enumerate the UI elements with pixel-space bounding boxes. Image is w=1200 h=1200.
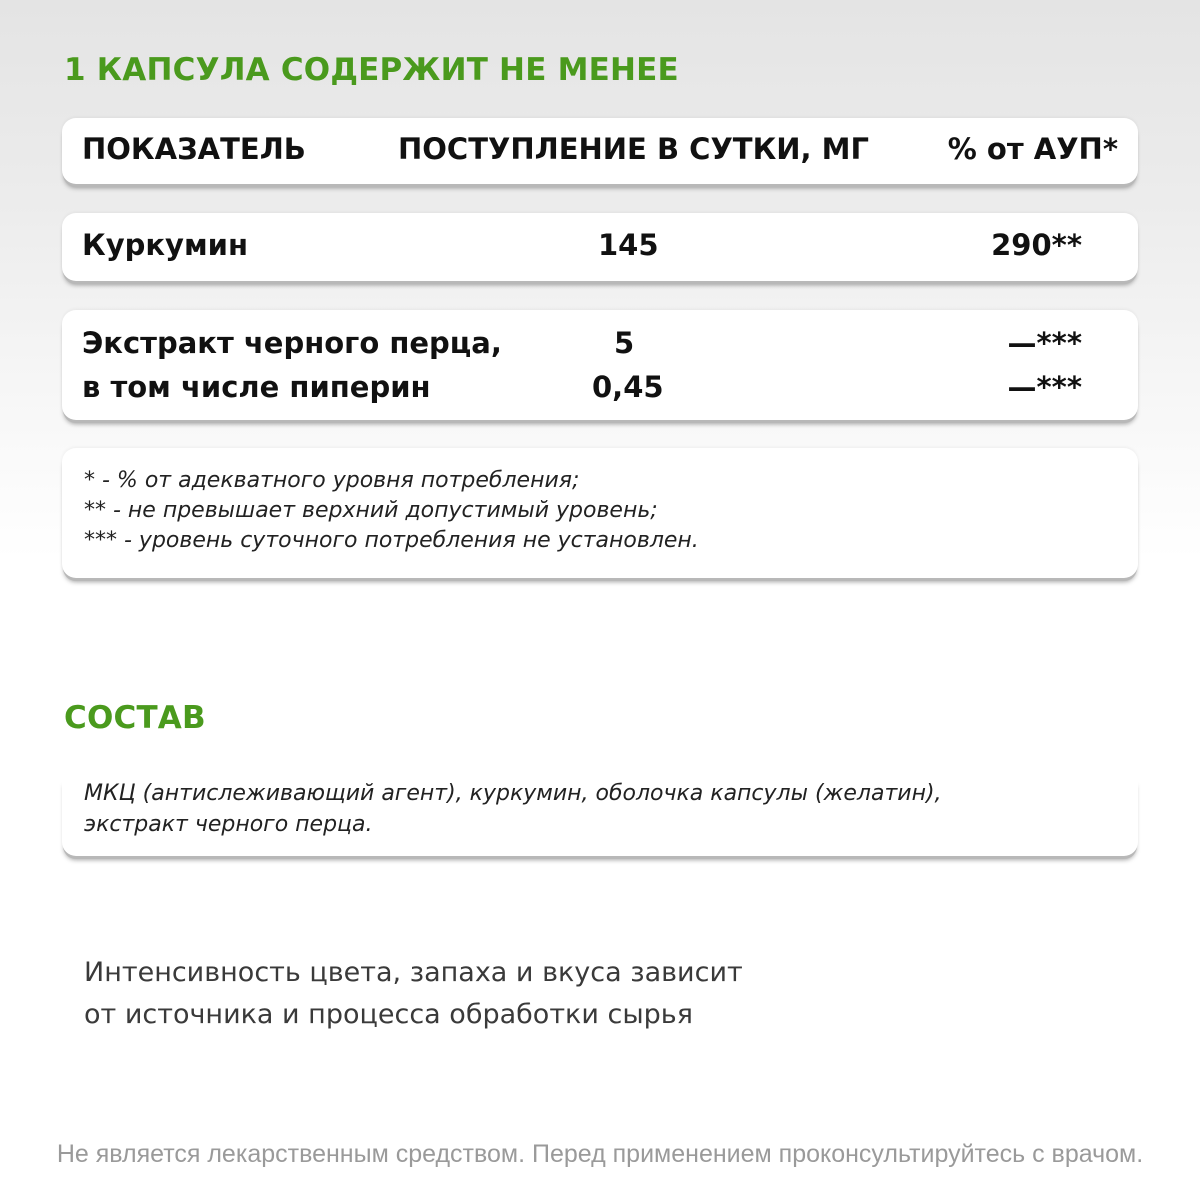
composition-line: экстракт черного перца. — [84, 812, 373, 837]
table-header — [62, 118, 1138, 184]
intensity-note-line: Интенсивность цвета, запаха и вкуса зависит — [84, 957, 743, 988]
row-sub-name: в том числе пиперин — [82, 370, 431, 404]
nutrition-section-title: 1 КАПСУЛА СОДЕРЖИТ НЕ МЕНЕЕ — [64, 52, 679, 88]
row-name: Экстракт черного перца, — [82, 326, 502, 360]
footnote: * - % от адекватного уровня потребления; — [84, 468, 580, 493]
footnote: ** - не превышает верхний допустимый уровень; — [84, 498, 658, 523]
table-row — [62, 310, 1138, 420]
table-row — [62, 213, 1138, 281]
footnotes-panel — [62, 448, 1138, 578]
row-percent: —*** — [1007, 326, 1082, 360]
row-value: 145 — [598, 228, 659, 262]
row-sub-percent: —*** — [1007, 370, 1082, 404]
footnotes-list — [84, 466, 699, 556]
column-header-percent: % от АУП* — [947, 132, 1118, 166]
row-sub-value: 0,45 — [592, 370, 664, 404]
column-header-daily-intake: ПОСТУПЛЕНИЕ В СУТКИ, МГ — [398, 132, 870, 166]
disclaimer-text: Не является лекарственным средством. Перед применением проконсультируйтесь с врачом. — [56, 1140, 1144, 1168]
intensity-note — [84, 952, 743, 1036]
footnote: *** - уровень суточного потребления не установлен. — [84, 528, 699, 553]
composition-section-title: СОСТАВ — [64, 700, 206, 736]
row-percent: 290** — [991, 228, 1082, 262]
composition-text — [84, 778, 1104, 840]
composition-line: МКЦ (антислеживающий агент), куркумин, оболочка капсулы (желатин), — [84, 781, 942, 806]
composition-panel — [62, 778, 1138, 856]
column-header-indicator: ПОКАЗАТЕЛЬ — [82, 132, 306, 166]
intensity-note-line: от источника и процесса обработки сырья — [84, 999, 693, 1030]
row-value: 5 — [614, 326, 635, 360]
row-name: Куркумин — [82, 228, 249, 262]
